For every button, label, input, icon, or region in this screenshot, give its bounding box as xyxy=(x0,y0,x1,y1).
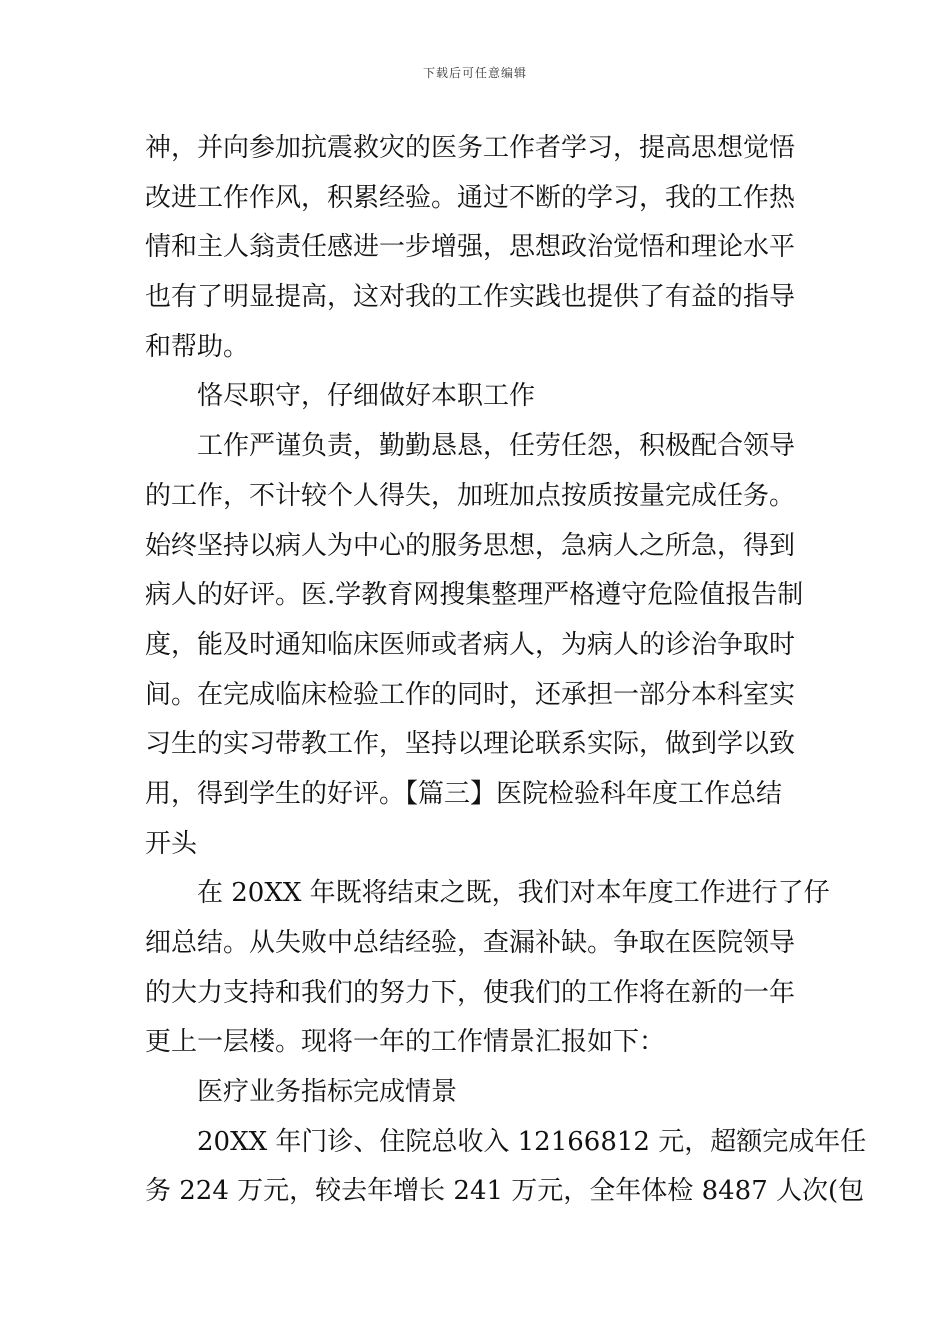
paragraph-start: 20XX 年门诊、住院总收入 12166812 元，超额完成年任 xyxy=(197,1126,867,1157)
document-body xyxy=(145,124,867,1217)
page-header: 下载后可任意编辑 xyxy=(422,66,527,80)
body-line: 更上一层楼。现将一年的工作情景汇报如下： xyxy=(145,1027,666,1058)
body-line: 细总结。从失败中总结经验，查漏补缺。争取在医院领导 xyxy=(145,928,796,958)
body-line: 的工作，不计较个人得失，加班加点按质按量完成任务。 xyxy=(145,480,796,511)
body-line: 的大力支持和我们的努力下，使我们的工作将在新的一年 xyxy=(145,977,796,1008)
body-line: 情和主人翁责任感进一步增强，思想政治觉悟和理论水平 xyxy=(145,232,796,263)
paragraph-start: 工作严谨负责，勤勤恳恳，任劳任怨，积极配合领导 xyxy=(197,431,796,462)
body-line: 病人的好评。医.学教育网搜集整理严格遵守危险值报告制 xyxy=(145,580,804,611)
body-line: 也有了明显提高，这对我的工作实践也提供了有益的指导 xyxy=(145,282,796,313)
body-line: 度，能及时通知临床医师或者病人，为病人的诊治争取时 xyxy=(145,629,796,660)
paragraph-start: 在 20XX 年既将结束之既，我们对本年度工作进行了仔 xyxy=(197,878,830,909)
body-line: 习生的实习带教工作，坚持以理论联系实际，做到学以致 xyxy=(145,729,796,760)
section-heading: 医疗业务指标完成情景 xyxy=(197,1077,458,1108)
section-heading: 恪尽职守，仔细做好本职工作 xyxy=(197,381,536,412)
body-line: 开头 xyxy=(145,828,198,859)
body-line: 务 224 万元，较去年增长 241 万元，全年体检 8487 人次(包 xyxy=(145,1176,865,1207)
body-line: 神，并向参加抗震救灾的医务工作者学习，提高思想觉悟 xyxy=(145,133,796,163)
body-line: 用，得到学生的好评。【篇三】医院检验科年度工作总结 xyxy=(145,778,783,809)
body-line: 和帮助。 xyxy=(145,331,250,362)
body-line: 间。在完成临床检验工作的同时，还承担一部分本科室实 xyxy=(145,679,796,710)
body-line: 始终坚持以病人为中心的服务思想，急病人之所急，得到 xyxy=(145,530,796,561)
body-line: 改进工作作风，积累经验。通过不断的学习，我的工作热 xyxy=(145,182,796,213)
